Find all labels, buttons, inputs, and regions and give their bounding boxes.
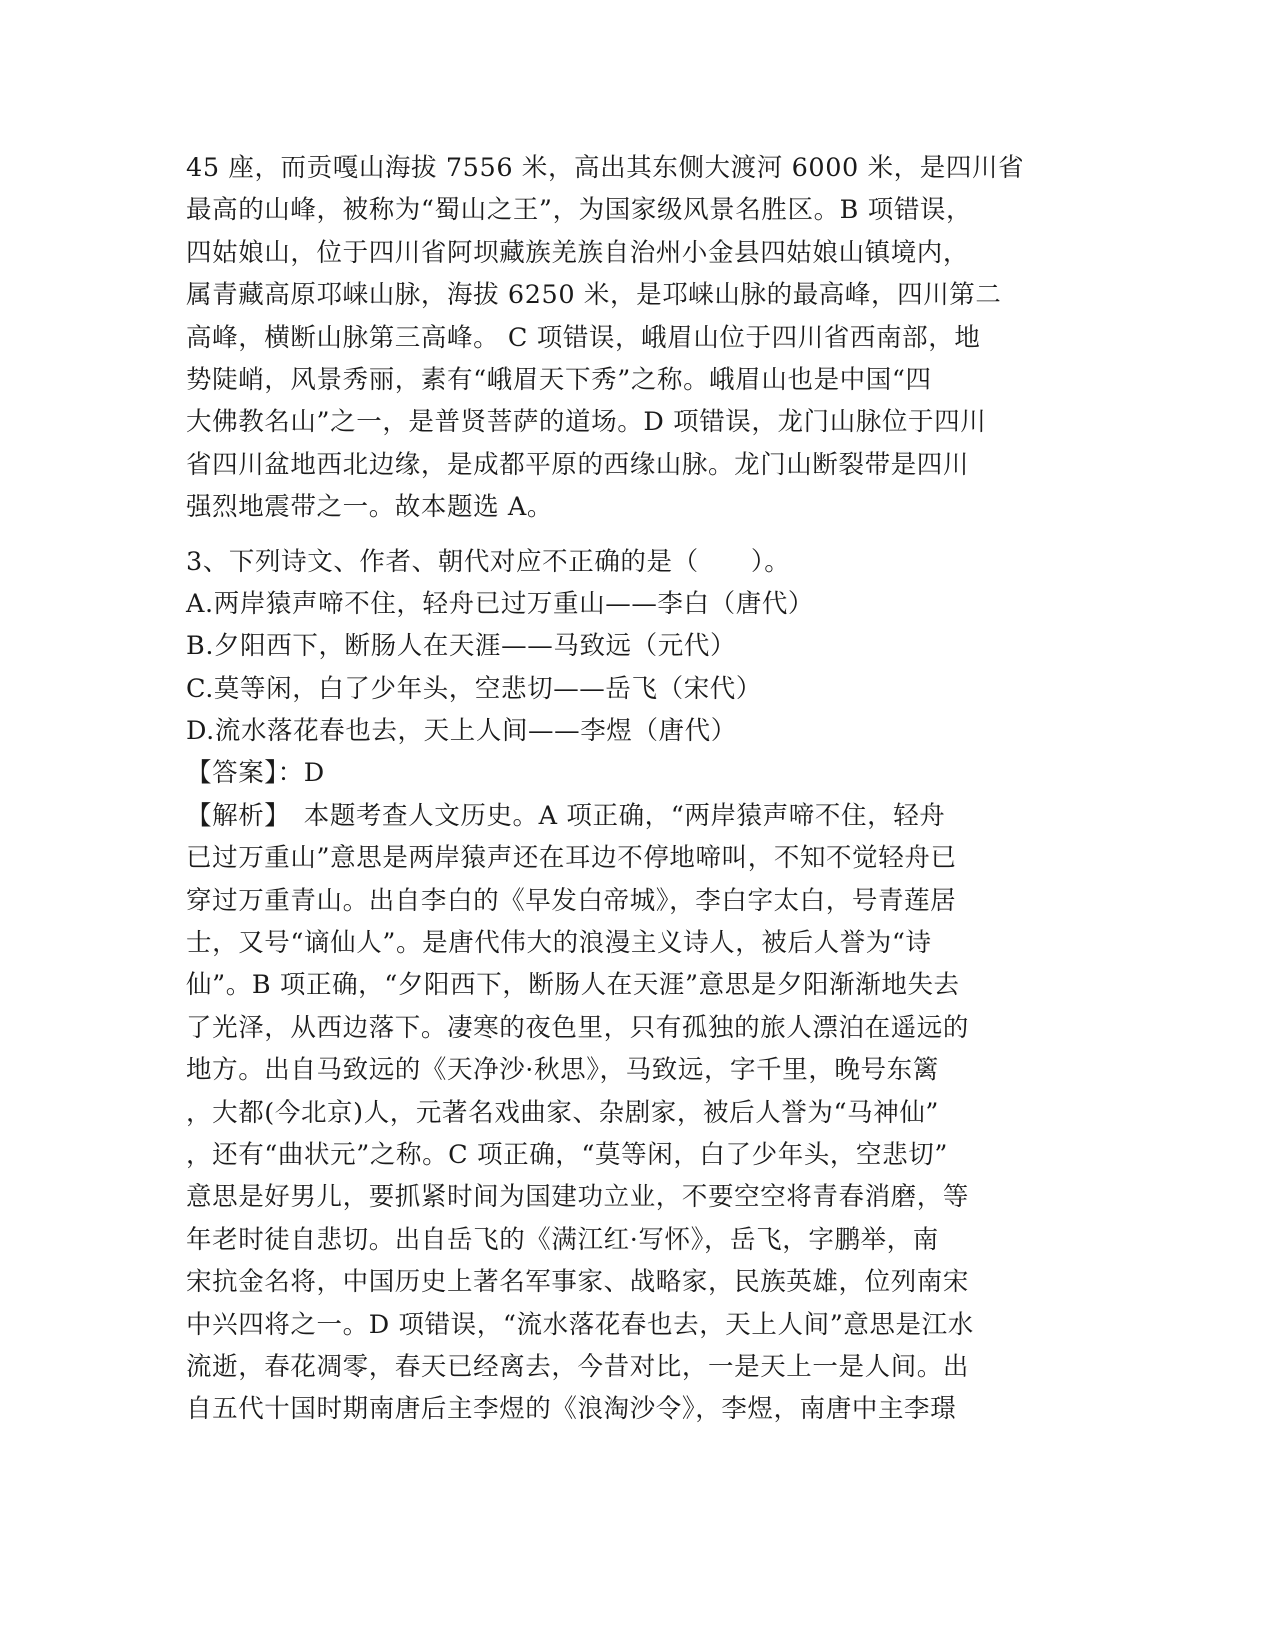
explanation-line: 仙”。B 项正确，“夕阳西下，断肠人在天涯”意思是夕阳渐渐地失去 bbox=[186, 970, 960, 1001]
option-c: C.莫等闲，白了少年头，空悲切——岳飞（宋代） bbox=[186, 673, 763, 704]
explanation-line: 强烈地震带之一。故本题选 A。 bbox=[186, 492, 554, 523]
question-3 bbox=[186, 541, 1066, 1431]
option-a: A.两岸猿声啼不住，轻舟已过万重山——李白（唐代） bbox=[186, 588, 815, 619]
explanation-line: 地方。出自马致远的《天净沙·秋思》，马致远，字千里，晚号东篱 bbox=[186, 1055, 939, 1086]
explanation-line: 【解析】 本题考查人文历史。A 项正确，“两岸猿声啼不住，轻舟 bbox=[186, 800, 946, 831]
explanation-line: ，大都(今北京)人，元著名戏曲家、杂剧家，被后人誉为“马神仙” bbox=[186, 1097, 940, 1128]
question-stem: 3、下列诗文、作者、朝代对应不正确的是（ ）。 bbox=[186, 546, 791, 577]
explanation-line: 了光泽，从西边落下。凄寒的夜色里，只有孤独的旅人漂泊在遥远的 bbox=[186, 1012, 970, 1043]
explanation-line: 自五代十国时期南唐后主李煜的《浪淘沙令》，李煜，南唐中主李璟 bbox=[186, 1394, 957, 1425]
explanation-line: 高峰，横断山脉第三高峰。 C 项错误，峨眉山位于四川省西南部，地 bbox=[186, 322, 981, 353]
page-content bbox=[186, 147, 1066, 1431]
option-d: D.流水落花春也去，天上人间——李煜（唐代） bbox=[186, 716, 737, 747]
explanation-line: 意思是好男儿，要抓紧时间为国建功立业，不要空空将青春消磨，等 bbox=[186, 1182, 970, 1213]
explanation-line: 已过万重山”意思是两岸猿声还在耳边不停地啼叫，不知不觉轻舟已 bbox=[186, 843, 957, 874]
section-spacer bbox=[186, 529, 1066, 541]
explanation-line: 四姑娘山，位于四川省阿坝藏族羌族自治州小金县四姑娘山镇境内， bbox=[186, 237, 970, 268]
explanation-line: 穿过万重青山。出自李白的《早发白帝城》，李白字太白，号青莲居 bbox=[186, 885, 957, 916]
explanation-line: 最高的山峰，被称为“蜀山之王”，为国家级风景名胜区。B 项错误， bbox=[186, 195, 973, 226]
explanation-line: 45 座，而贡嘎山海拔 7556 米，高出其东侧大渡河 6000 米，是四川省 bbox=[186, 153, 1025, 183]
explanation-line: 中兴四将之一。D 项错误，“流水落花春也去，天上人间”意思是江水 bbox=[186, 1309, 974, 1340]
explanation-line: ，还有“曲状元”之称。C 项正确，“莫等闲，白了少年头，空悲切” bbox=[186, 1139, 948, 1170]
option-b: B.夕阳西下，断肠人在天涯——马致远（元代） bbox=[186, 631, 737, 662]
explanation-line: 势陡峭，风景秀丽，素有“峨眉天下秀”之称。峨眉山也是中国“四 bbox=[186, 364, 932, 395]
explanation-line: 属青藏高原邛崃山脉，海拔 6250 米，是邛崃山脉的最高峰，四川第二 bbox=[186, 280, 1002, 311]
explanation-line: 流逝，春花凋零，春天已经离去，今昔对比，一是天上一是人间。出 bbox=[186, 1351, 970, 1382]
explanation-line: 省四川盆地西北边缘，是成都平原的西缘山脉。龙门山断裂带是四川 bbox=[186, 449, 970, 480]
answer-line: 【答案】：D bbox=[186, 758, 325, 789]
previous-explanation bbox=[186, 147, 1066, 529]
explanation-line: 大佛教名山”之一，是普贤菩萨的道场。D 项错误，龙门山脉位于四川 bbox=[186, 407, 987, 438]
explanation-line: 宋抗金名将，中国历史上著名军事家、战略家，民族英雄，位列南宋 bbox=[186, 1267, 970, 1298]
explanation-line: 士，又号“谪仙人”。是唐代伟大的浪漫主义诗人，被后人誉为“诗 bbox=[186, 928, 932, 959]
explanation-line: 年老时徒自悲切。出自岳飞的《满江红·写怀》，岳飞，字鹏举，南 bbox=[186, 1224, 939, 1255]
